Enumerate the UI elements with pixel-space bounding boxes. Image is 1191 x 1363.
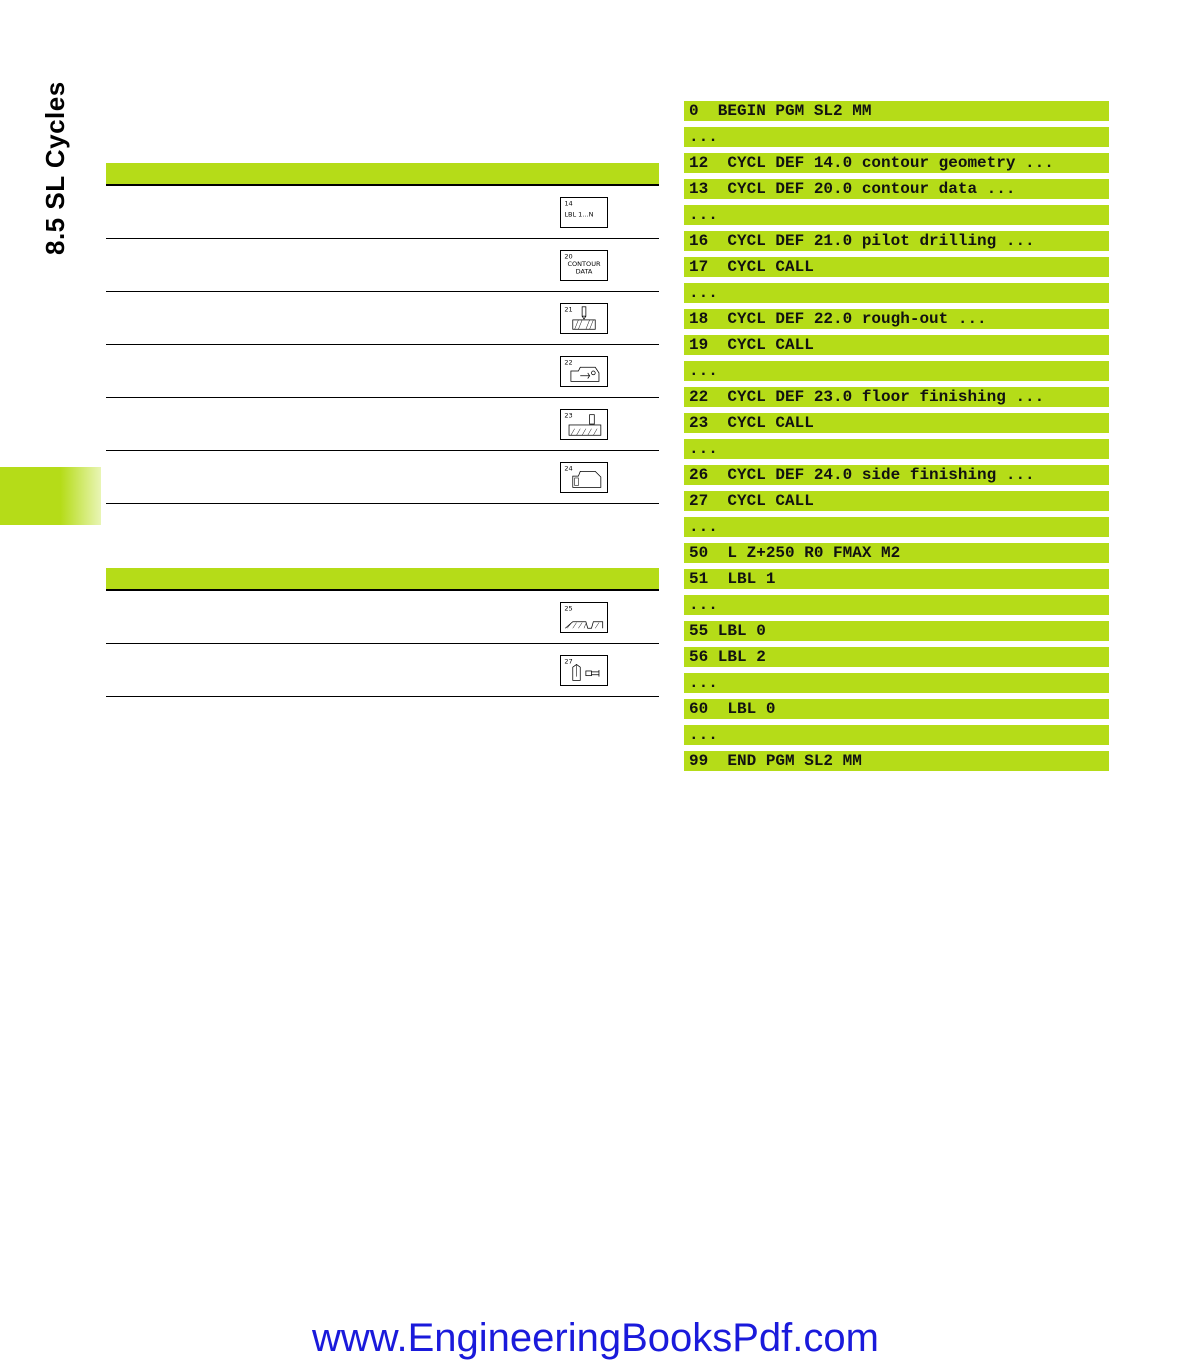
svg-text:LBL 1...N: LBL 1...N xyxy=(564,210,594,219)
cycle-21-icon xyxy=(561,304,607,333)
cycle-23-softkey[interactable] xyxy=(560,409,608,440)
program-line: 60 LBL 0 xyxy=(684,699,1109,719)
table-row xyxy=(106,292,659,345)
program-line: 18 CYCL DEF 22.0 rough-out ... xyxy=(684,309,1109,329)
program-line: 13 CYCL DEF 20.0 contour data ... xyxy=(684,179,1109,199)
cycle-22-icon xyxy=(561,357,607,386)
cycle-24-icon xyxy=(561,463,607,492)
table-row xyxy=(106,451,659,504)
program-line: 23 CYCL CALL xyxy=(684,413,1109,433)
table-header xyxy=(106,568,659,591)
program-line: ... xyxy=(684,127,1109,147)
svg-text:25: 25 xyxy=(564,604,573,613)
program-line: 99 END PGM SL2 MM xyxy=(684,751,1109,771)
svg-text:DATA: DATA xyxy=(575,267,593,276)
program-line: 19 CYCL CALL xyxy=(684,335,1109,355)
cycle-27-softkey[interactable] xyxy=(560,655,608,686)
cycle-20-icon xyxy=(561,251,607,280)
table-row xyxy=(106,186,659,239)
cycle-27-icon xyxy=(561,656,607,685)
svg-text:23: 23 xyxy=(564,411,573,420)
program-line: 26 CYCL DEF 24.0 side finishing ... xyxy=(684,465,1109,485)
table-row xyxy=(106,644,659,697)
program-line: ... xyxy=(684,673,1109,693)
program-line: ... xyxy=(684,361,1109,381)
cycle-table-1 xyxy=(106,163,659,504)
table-row xyxy=(106,345,659,398)
svg-text:20: 20 xyxy=(564,252,573,261)
nc-program-listing xyxy=(684,101,1109,777)
program-line: 55 LBL 0 xyxy=(684,621,1109,641)
table-row xyxy=(106,591,659,644)
section-title: 8.5 SL Cycles xyxy=(40,81,70,255)
cycle-20-softkey[interactable] xyxy=(560,250,608,281)
cycle-24-softkey[interactable] xyxy=(560,462,608,493)
program-line: 0 BEGIN PGM SL2 MM xyxy=(684,101,1109,121)
cycle-14-softkey[interactable] xyxy=(560,197,608,228)
program-line: 27 CYCL CALL xyxy=(684,491,1109,511)
svg-text:22: 22 xyxy=(564,358,573,367)
program-line: 16 CYCL DEF 21.0 pilot drilling ... xyxy=(684,231,1109,251)
cycle-21-softkey[interactable] xyxy=(560,303,608,334)
svg-text:21: 21 xyxy=(564,305,573,314)
chapter-tab xyxy=(0,467,101,525)
program-line: 12 CYCL DEF 14.0 contour geometry ... xyxy=(684,153,1109,173)
cycle-14-icon xyxy=(561,198,607,227)
cycle-23-icon xyxy=(561,410,607,439)
program-line: ... xyxy=(684,283,1109,303)
program-line: ... xyxy=(684,439,1109,459)
website-link[interactable]: www.EngineeringBooksPdf.com xyxy=(312,1316,879,1360)
program-line: ... xyxy=(684,205,1109,225)
program-line: ... xyxy=(684,595,1109,615)
cycle-25-icon xyxy=(561,603,607,632)
table-row xyxy=(106,239,659,292)
table-row xyxy=(106,398,659,451)
svg-text:27: 27 xyxy=(564,657,573,666)
svg-text:14: 14 xyxy=(564,199,573,208)
program-line: 22 CYCL DEF 23.0 floor finishing ... xyxy=(684,387,1109,407)
program-line: 51 LBL 1 xyxy=(684,569,1109,589)
program-line: 17 CYCL CALL xyxy=(684,257,1109,277)
cycle-25-softkey[interactable] xyxy=(560,602,608,633)
svg-text:24: 24 xyxy=(564,464,573,473)
cycle-table-2 xyxy=(106,568,659,697)
cycle-22-softkey[interactable] xyxy=(560,356,608,387)
program-line: 56 LBL 2 xyxy=(684,647,1109,667)
program-line: ... xyxy=(684,725,1109,745)
table-header xyxy=(106,163,659,186)
svg-text:CONTOUR: CONTOUR xyxy=(567,259,601,268)
program-line: 50 L Z+250 R0 FMAX M2 xyxy=(684,543,1109,563)
program-line: ... xyxy=(684,517,1109,537)
